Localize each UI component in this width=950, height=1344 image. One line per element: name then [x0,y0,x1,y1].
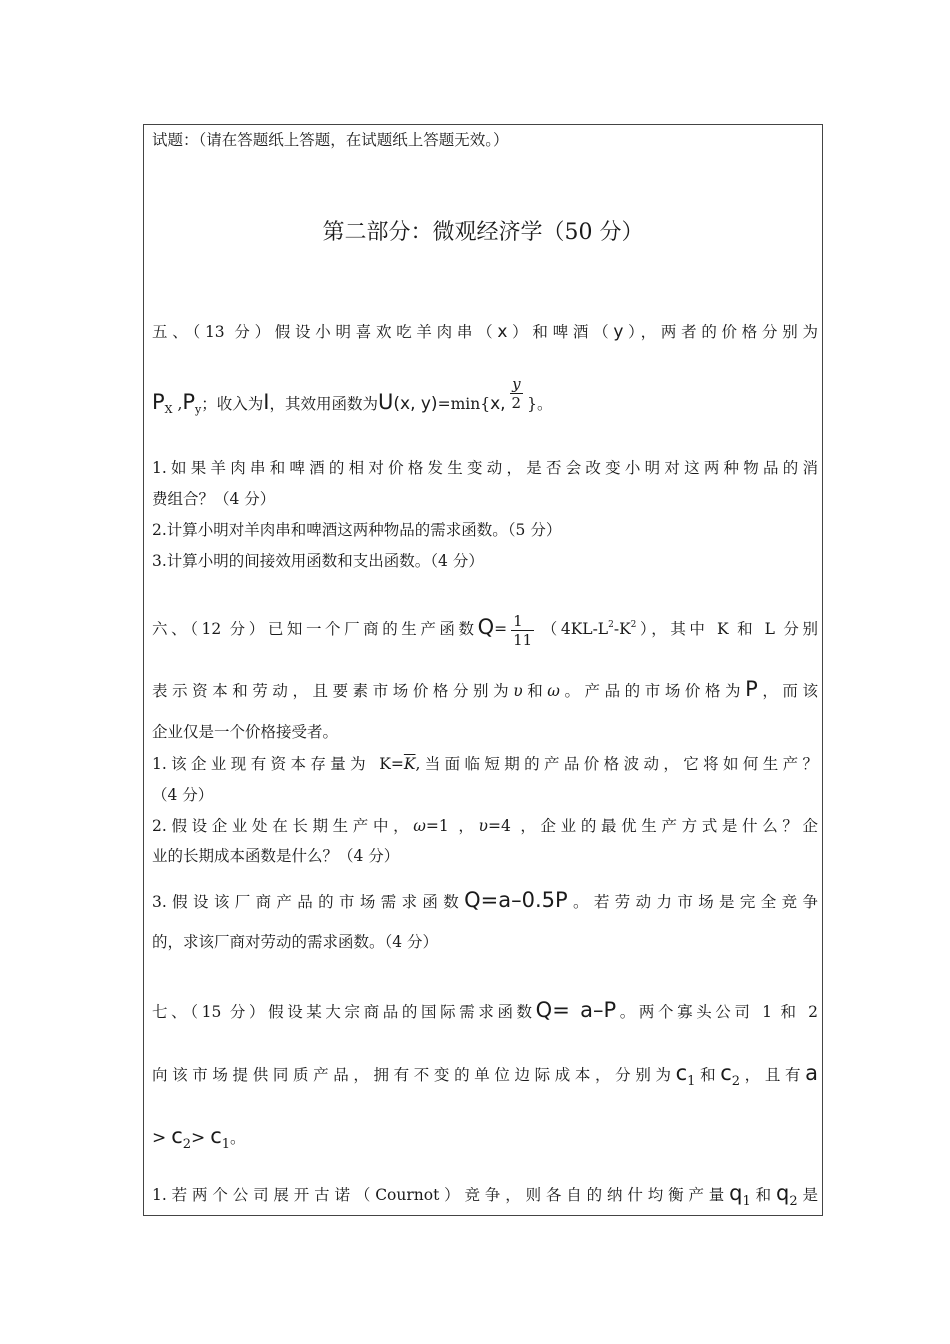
section-title: 第二部分：微观经济学（50 分） [322,220,644,245]
q6-item3: 3.假设该厂商产品的市场需求函数Q=a–0.5P。若劳动力市场是完全竞争 [152,888,818,912]
q7-line3: > $c_2> c_1$。 [152,1124,246,1152]
q5-item3: 3.计算小明的间接效用函数和支出函数。（4 分） [152,552,484,570]
exam-instruction: 试题：（请在答题纸上答题，在试题纸上答题无效。） [152,131,509,149]
q7-line2: 向该市场提供同质产品，拥有不变的单位边际成本，分别为$c_1$和$c_2$，且有a [152,1061,818,1089]
q5-item1-line2: 费组合？（4 分） [152,490,276,508]
q5-intro: 五、（13 分）假设小明喜欢吃羊肉串（x）和啤酒（y），两者的价格分别为 [152,322,818,342]
q5-item2: 2.计算小明对羊肉串和啤酒这两种物品的需求函数。（5 分） [152,521,562,539]
q6-line3: 企业仅是一个价格接受者。 [152,723,339,741]
q6-item3-line2: 的，求该厂商对劳动的需求函数。（4 分） [152,933,439,951]
question-frame [143,124,823,1216]
q5-item1-line1: 1.如果羊肉串和啤酒的相对价格发生变动，是否会改变小明对这两种物品的消 [152,459,818,477]
q6-item2-line2: 业的长期成本函数是什么？（4 分） [152,847,400,865]
fraction-y-over-2: $\frac{y}{2}$ [511,374,522,412]
q6-item1: 1.该企业现有资本存量为 $K=\overline{K}$,当面临短期的产品价格波动，它将如何生产？ [152,755,818,773]
q6-item1-line2: （4 分） [152,786,214,804]
q5-utility-line: $P_X$ $,P_y$；收入为I，其效用函数为U(x, y)=min{x, $\frac{y}{2}$ }。 [152,374,553,416]
q6-intro: 六、（12 分）已知一个厂商的生产函数Q= $\frac{1}{11}$ $(4KL-L^2-K^2)$，其中 K 和 L 分别 [152,611,818,649]
fraction-1-over-11: $\frac{1}{11}$ [513,611,533,649]
q7-intro: 七、（15 分）假设某大宗商品的国际需求函数Q= a–P。两个寡头公司 1 和 2 [152,998,818,1022]
q7-item1: 1.若两个公司展开古诺（Cournot）竞争，则各自的纳什均衡产量$q_1$和$q_2$是 [152,1181,818,1209]
q6-item2: 2.假设企业处在长期生产中，ω=1 ，υ=4 ，企业的最优生产方式是什么？企 [152,817,819,835]
q6-line2: 表示资本和劳动，且要素市场价格分别为υ和ω。产品的市场价格为P，而该 [152,677,818,701]
